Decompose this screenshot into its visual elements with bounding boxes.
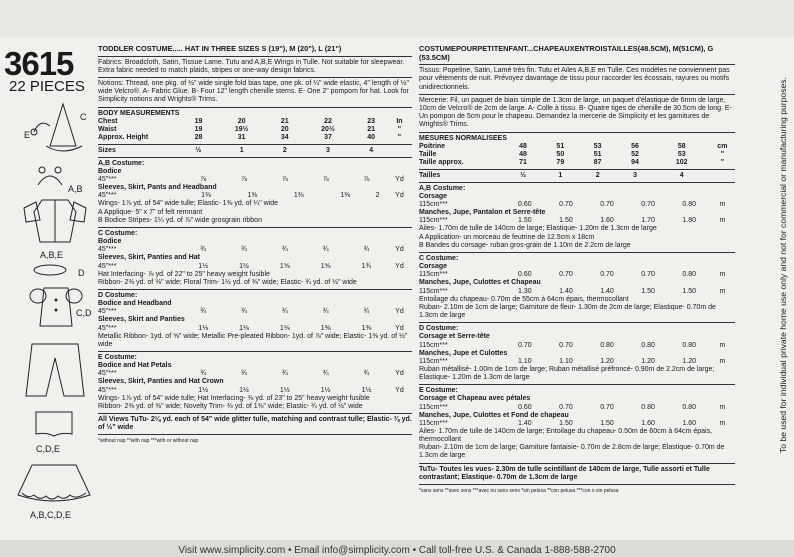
section-note: Wings- 1⅞ yd. of 54" wide tulle; Hat Interfacing- ⅜ yd. of 23" to 25" heavy weight fusible [98,394,370,402]
section-note: Ribbon- 2⅜ yd. of ⅜" wide; Floral Trim- 1½ yd. of ⅜" wide; Elastic- ¾ yd. of ½" wide [98,278,357,286]
section-subtitle-2: Manches, Jupe et Culottes [419,349,508,357]
section-subtitle: Bodice [98,168,122,176]
english-notions: Notions: Thread, one pkg. of ½" wide single fold bias tape, one pk. of ¼" wide elastic, 4" length of ½" wide Velcro®. A- Fabric Glue. B- Four 12" length chenille stems. E- One 2" pompom for hat. Look for Simplicity notions and Wrights® Trims. [98,80,409,104]
view-label: C,D,E [36,444,61,454]
bodice-ab-illustration [20,190,90,250]
section-title: E Costume: [98,354,137,362]
section-title: C Costume: [419,255,459,263]
costume-section [98,354,412,414]
english-measurements-heading: BODY MEASUREMENTS [98,109,180,117]
bodice-cd-illustration [28,280,84,332]
section-subtitle: Corsage et Serre-tête [419,333,490,341]
section-note: B Bodice Stripes- 1¼ yd. of ⅞" wide grosgrain ribbon [98,216,262,224]
english-fabrics: Fabrics: Broadcloth, Satin, Tissue Lame. Tutu and A,B,E Wings in Tulle. Not suitable for sleepwear. Extra fabric needed to match plaids, stripes or one-way design fabrics. [98,58,405,74]
view-label: D [78,268,85,278]
yardage-row: 45"*** ⅞ ⅞ ⅞ ⅞ ⅞ Yd [98,176,404,184]
view-label: C,D [76,308,92,318]
yardage-row: 115cm*** 1.40 1.50 1.50 1.60 1.60 m [419,419,726,427]
section-title: D Costume: [98,292,138,300]
hat-illustration [28,98,96,158]
yardage-row: 45"*** ¾ ¾ ¾ ¾ ¾ Yd [98,246,404,254]
section-subtitle: Corsage [419,193,448,201]
french-yardage-sections [419,185,735,464]
antenna-headband-illustration [30,165,70,187]
section-title: A,B Costume: [98,159,145,167]
yardage-row: 115cm*** 0.70 0.70 0.80 0.80 0.80 m [419,341,726,349]
section-subtitle: Bodice [98,238,122,246]
section-note: Ailes- 1.70m de tulle de 140cm de large; Entoilage du chapeau- 0.50m de 60cm à 64cm épais, thermocollant [419,427,713,444]
section-subtitle-2: Sleeves, Skirt, Panties and Hat [98,254,200,262]
section-note: Ribbon- 2⅜ yd. of ⅜" wide; Novelty Trim- ⅜ yd. of 1⅜" wide; Elastic- ¾ yd. of ½" wide [98,402,363,410]
english-measurements-table: Chest 19 20 21 22 23 In Waist 19 19½ 20 20½ 21 " Approx. Height 28 31 34 37 40 " Sizes ½ 1 2 3 4 [98,118,412,155]
section-subtitle-2: Sleeves, Skirt, Pants and Headband [98,184,217,192]
english-all-views: All Views TuTu- 2⅛ yd. each of 54" wide glitter tulle, matching and contrast tulle; Elastic- ⅜ yd. of ½" wide [98,416,412,432]
costume-section [419,325,735,385]
french-column [419,45,735,495]
section-note: Ruban métallisé- 1.00m de 1cm de large; Ruban métallisé préfroncé- 0.90m de 2.2cm de large; Elastique- 1.20m de 1.3cm de large [419,365,715,382]
section-subtitle: Bodice and Hat Petals [98,362,172,370]
costume-section [98,230,412,290]
costume-section [419,255,735,323]
top-band [0,0,794,38]
costume-section [419,387,735,463]
yardage-row: 45"*** 1⅛ 1⅛ 1⅛ 1⅜ 1⅜ Yd [98,324,404,332]
section-title: A,B Costume: [419,184,466,192]
yardage-row: 45"*** ¾ ¾ ¾ ¾ ¾ Yd [98,370,404,378]
yardage-row: 115cm*** 1.10 1.10 1.20 1.20 1.20 m [419,357,726,365]
yardage-row: 115cm*** 0.60 0.70 0.70 0.70 0.80 m [419,271,726,279]
section-subtitle-2: Manches, Jupe, Culottes et Chapeau [419,279,541,287]
section-subtitle-2: Manches, Jupe, Pantalon et Serre-tête [419,209,546,217]
piece-count: 22 PIECES [9,78,85,95]
side-notice [748,40,792,520]
english-title: TODDLER COSTUME..... HAT IN THREE SIZES S (19"), M (20"), L (21") [98,44,342,53]
panties-illustration [32,408,76,442]
section-title: E Costume: [419,387,458,395]
section-title: C Costume: [98,230,138,238]
headband-illustration [30,262,70,278]
english-column [98,45,412,446]
view-label: A,B,E [40,250,64,260]
view-label: A,B [68,184,83,194]
section-subtitle: Corsage [419,263,448,271]
private-use-notice: To be used for individual private home use only and not for commercial or manufacturing purposes. [778,77,788,453]
yardage-row: 115cm*** 1.30 1.40 1.40 1.50 1.50 m [419,287,726,295]
yardage-row: 45"*** 1⅜ 1⅜ 1⅜ 1⅜ 2 Yd [98,192,404,200]
yardage-row: 45"*** 1½ 1½ 1½ 1½ 1½ Yd [98,386,404,394]
tutu-illustration [14,455,94,507]
section-note: A Applique- 5" x 7" of felt remnant [98,208,203,216]
section-subtitle: Bodice and Headband [98,300,172,308]
french-measurements-table: Poitrine 48 51 53 56 58 cm Taille 48 50 51 52 53 " Taille approx. 71 79 87 94 102 " Tailles ½ 1 2 3 4 [419,143,735,180]
english-footnote: *without nap **with nap ***with or without nap [98,438,199,445]
section-subtitle-2: Sleeves, Skirt and Panties [98,316,185,324]
section-note: Ailes- 1.70m de tulle de 140cm de large; Elastique- 1.20m de 1.3cm de large [419,225,657,233]
french-fabrics: Tissus: Popeline, Satin, Lamé très fin. Tutu et Ailes A,B,E en Tulle. Ces modèles ne conviennent pas pour vêtements de nuit. Prévoyez davantage de tissu pour raccorder les écossais, rayures ou motifs unidirectionnels. [419,67,730,91]
costume-section [98,160,412,228]
section-note: B Bandes du corsage- ruban gros-grain de 1.10m de 2.2cm de large [419,241,631,249]
view-label: C [80,112,87,122]
yardage-row: 115cm*** 0.60 0.70 0.70 0.80 0.80 m [419,403,726,411]
costume-section [98,292,412,352]
pattern-number: 3615 [4,45,74,82]
section-subtitle-2: Sleeves, Skirt, Panties and Hat Crown [98,378,224,386]
costume-section [419,185,735,253]
yardage-row: 115cm*** 1.50 1.50 1.60 1.70 1.80 m [419,217,726,225]
left-column [0,0,96,557]
view-label: A,B,C,D,E [30,510,72,520]
section-note: A Application- un morceau de feutrine de 12.5cm x 18cm [419,233,595,241]
section-subtitle: Corsage et Chapeau avec pétales [419,395,531,403]
french-all-views: TuTu- Toutes les vues- 2.30m de tulle scintillant de 140cm de large, Tulle assorti et Tulle contrastant; Elastique- 0.70m de 1.3cm de large [419,465,710,481]
section-note: Ruban- 2.10m de 1cm de large; Garniture de fleur- 1.30m de 2cm de large; Elastique- 0.70m de 1.3cm de large [419,303,716,320]
english-yardage-sections [98,160,412,414]
french-title: COSTUMEPOURPETITENFANT...CHAPEAUXENTROISTAILLES(48.5CM), M(51CM), G (53.5CM) [419,44,714,62]
section-note: Entoilage du chapeau- 0.70m de 55cm à 64cm épais, thermocollant [419,295,629,303]
yardage-row: 45"*** ¾ ¾ ¾ ¾ ¾ Yd [98,308,404,316]
french-footnote: *sans sens **avec sens ***avec ou sans sens *sin pelusa **con pelusa ***con o sin pelusa [419,488,619,495]
section-subtitle-2: Manches, Jupe, Culottes et Fond de chapeau [419,411,569,419]
yardage-row: 45"*** 1½ 1½ 1⅝ 1⅝ 1¾ Yd [98,262,404,270]
yardage-row: 115cm*** 0.60 0.70 0.70 0.70 0.80 m [419,201,726,209]
section-title: D Costume: [419,325,459,333]
french-measurements-heading: MESURES NORMALISEES [419,134,507,142]
pants-illustration [20,340,90,402]
section-note: Metallic Ribbon- 1yd. of ⅝" wide; Metallic Pre-pleated Ribbon- 1yd. of ⅞" wide; Elastic- 1⅜ yd. of ½" wide [98,332,408,348]
section-note: Ruban- 2.10m de 1cm de large; Garniture fantaisie- 0.70m de 2.8cm de large; Elastique- 0.70m de 1.3cm de large [419,444,725,460]
section-note: Hat Interfacing- ⅞ yd. of 22" to 25" heavy weight fusible [98,270,270,278]
bottom-contact-bar: Visit www.simplicity.com • Email info@simplicity.com • Call toll-free U.S. & Canada 1-888-588-2700 [0,540,794,557]
view-label: E [24,130,31,140]
french-notions: Mercerie: Fil, un paquet de biais simple de 1.3cm de large, un paquet d'élastique de 6mm de large, 10cm de Velcro® de 2cm de large. A- Colle à tissu. B- Quatre tiges de chenille de 30.5cm de long. E- Un pompon de 5cm pour le chapeau. Demandez la mercerie de Simplicity et les garnitures de Wrights® Trims. [419,96,732,129]
section-note: Wings- 1⅞ yd. of 54" wide tulle; Elastic- 1⅜ yd. of ¼" wide [98,200,279,208]
